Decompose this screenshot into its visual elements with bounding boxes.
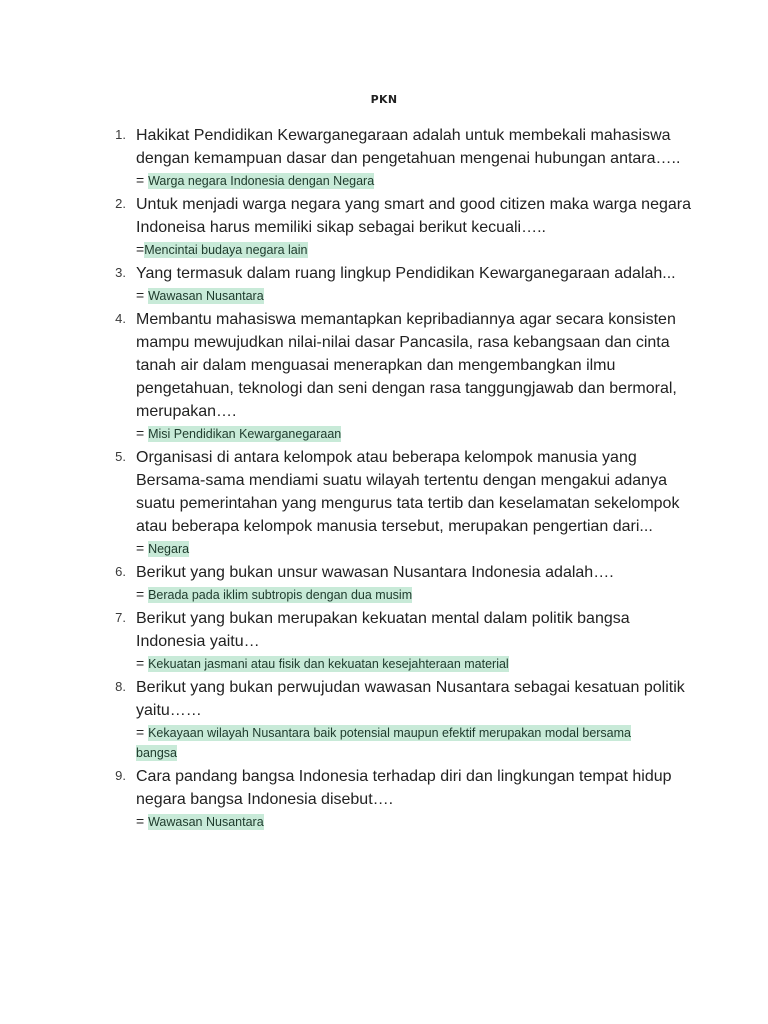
answer-line (136, 538, 656, 559)
answer-highlight: Negara (148, 542, 190, 556)
answer-line (136, 722, 656, 763)
question-number: 4. (115, 311, 126, 326)
question-text: Membantu mahasiswa memantapkan kepribadiannya agar secara konsisten mampu mewujudkan nilai-nilai dasar Pancasila, rasa kebangsaan dan cinta tanah air dalam menguasai menerapkan dan mengembangkan ilmu pengetahuan, teknologi dan seni dengan rasa tanggungjawab dan bermoral, merupakan…. (136, 311, 677, 420)
answer-prefix: = (136, 287, 149, 303)
answer-highlight: Misi Pendidikan Kewarganegaraan (148, 427, 342, 441)
answer-line (136, 170, 656, 191)
answer-prefix: = (136, 172, 149, 188)
question-number: 9. (115, 768, 126, 783)
question-number: 8. (115, 679, 126, 694)
answer-line (136, 811, 656, 832)
question-text: Berikut yang bukan unsur wawasan Nusantara Indonesia adalah…. (136, 564, 614, 581)
question-text: Hakikat Pendidikan Kewarganegaraan adalah untuk membekali mahasiswa dengan kemampuan dasar dan pengetahuan mengenai hubungan antara….. (136, 127, 681, 167)
question-item-8 (0, 674, 768, 763)
question-item-1 (0, 122, 768, 191)
question-item-7 (0, 605, 768, 674)
answer-highlight: Wawasan Nusantara (148, 289, 264, 303)
question-text: Yang termasuk dalam ruang lingkup Pendidikan Kewarganegaraan adalah... (136, 265, 676, 282)
question-number: 7. (115, 610, 126, 625)
question-number: 1. (115, 127, 126, 142)
question-text: Untuk menjadi warga negara yang smart and good citizen maka warga negara Indoneisa harus memiliki sikap sebagai berikut kecuali….. (136, 196, 691, 236)
question-number: 3. (115, 265, 126, 280)
answer-prefix: = (136, 655, 149, 671)
answer-line (136, 423, 656, 444)
answer-line (136, 285, 656, 306)
question-number: 5. (115, 449, 126, 464)
answer-line (136, 584, 656, 605)
question-text: Berikut yang bukan merupakan kekuatan mental dalam politik bangsa Indonesia yaitu… (136, 610, 630, 650)
answer-highlight: Warga negara Indonesia dengan Negara (148, 174, 375, 188)
document-title: PKN (370, 93, 398, 106)
answer-prefix: = (136, 540, 149, 556)
answer-highlight: Mencintai budaya negara lain (144, 243, 308, 257)
question-text: Berikut yang bukan perwujudan wawasan Nusantara sebagai kesatuan politik yaitu…… (136, 679, 685, 719)
question-text: Organisasi di antara kelompok atau beberapa kelompok manusia yang Bersama-sama mendiami suatu wilayah tertentu dengan mengakui adanya suatu pemerintahan yang mengurus tata tertib dan keselamatan sekelompok atau beberapa kelompok manusia tersebut, merupakan pengertian dari... (136, 449, 680, 535)
question-item-4 (0, 306, 768, 444)
question-item-3 (0, 260, 768, 306)
question-item-9 (0, 763, 768, 832)
answer-highlight: Berada pada iklim subtropis dengan dua musim (148, 588, 413, 602)
answer-prefix: = (136, 425, 149, 441)
question-text: Cara pandang bangsa Indonesia terhadap diri dan lingkungan tempat hidup negara bangsa Indonesia disebut…. (136, 768, 672, 808)
answer-prefix: = (136, 241, 145, 257)
question-item-6 (0, 559, 768, 605)
answer-line (136, 653, 656, 674)
answer-highlight: Kekayaan wilayah Nusantara baik potensial maupun efektif merupakan modal bersama bangsa (136, 726, 631, 760)
answer-highlight: Kekuatan jasmani atau fisik dan kekuatan kesejahteraan material (148, 657, 509, 671)
question-number: 6. (115, 564, 126, 579)
answer-prefix: = (136, 724, 149, 740)
question-list (0, 122, 768, 832)
answer-highlight: Wawasan Nusantara (148, 815, 264, 829)
question-item-2 (0, 191, 768, 260)
answer-line (136, 239, 656, 260)
answer-prefix: = (136, 813, 149, 829)
question-number: 2. (115, 196, 126, 211)
question-item-5 (0, 444, 768, 559)
answer-prefix: = (136, 586, 149, 602)
